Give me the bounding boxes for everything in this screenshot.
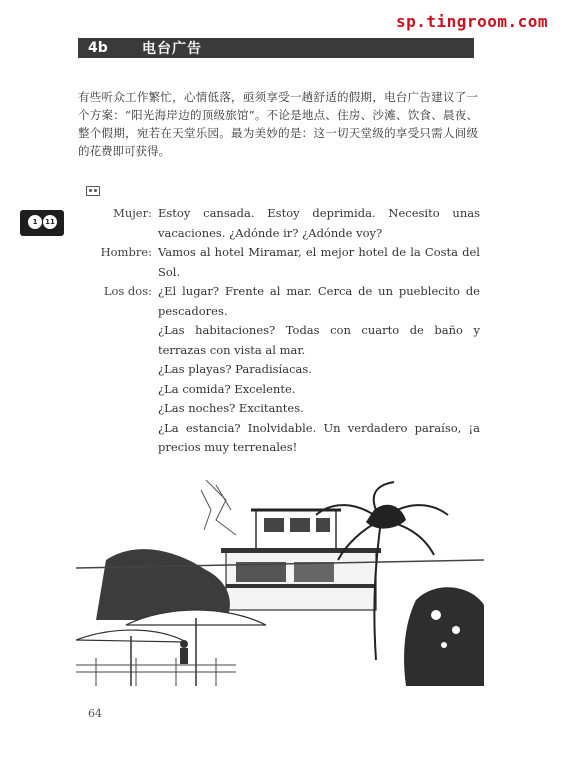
speaker-label: Hombre:	[100, 245, 152, 259]
hotel-sketch-illustration	[76, 480, 484, 686]
speech-sentence: Estoy cansada. Estoy deprimida. Necesito unas vacaciones. ¿Adónde ir? ¿Adónde voy?	[158, 206, 480, 240]
page-number: 64	[88, 707, 102, 720]
speech-sentence: Vamos al hotel Miramar, el mejor hotel de la Costa del Sol.	[158, 245, 480, 279]
cd-disc-icon: 11	[43, 215, 57, 229]
cd-disc-icon: 1	[28, 215, 42, 229]
speech-sentence: ¿La comida? Excelente.	[158, 381, 296, 396]
speech-sentence: ¿Las playas? Paradisíacas.	[158, 362, 312, 376]
dialogue	[80, 204, 480, 458]
speech-sentence: ¿Las noches? Excitantes.	[158, 401, 304, 415]
speech-sentence: ¿El lugar? Frente al mar. Cerca de un pueblecito de pescadores.	[158, 284, 480, 318]
watermark: sp.tingroom.com	[396, 12, 548, 31]
speech-text	[158, 204, 480, 243]
dialogue-line	[80, 204, 480, 243]
speech-sentence: ¿La estancia? Inolvidable. Un verdadero paraíso, ¡a precios muy terrenales!	[158, 420, 480, 454]
dialogue-line	[80, 282, 480, 458]
speaker-label: Mujer:	[113, 206, 152, 220]
section-title: 电台广告	[142, 41, 202, 57]
section-header	[78, 38, 474, 58]
section-number: 4b	[88, 40, 108, 56]
speech-text	[158, 282, 480, 458]
dialogue-line	[80, 243, 480, 282]
cd-track-badge-icon	[20, 210, 64, 236]
cassette-icon	[86, 186, 100, 196]
speaker-label: Los dos:	[103, 284, 152, 298]
intro-paragraph: 有些听众工作繁忙，心情低落，亟须享受一趟舒适的假期，电台广告建议了一个方案：“阳光海岸边的顶级旅馆”。不论是地点、住房、沙滩、饮食、晨夜、整个假期，宛若在天堂乐园。最为美妙的是：这一切天堂级的享受只需人间级的花费即可获得。	[78, 90, 478, 158]
speech-sentence: ¿Las habitaciones? Todas con cuarto de baño y terrazas con vista al mar.	[158, 323, 480, 357]
speech-text	[158, 243, 480, 282]
